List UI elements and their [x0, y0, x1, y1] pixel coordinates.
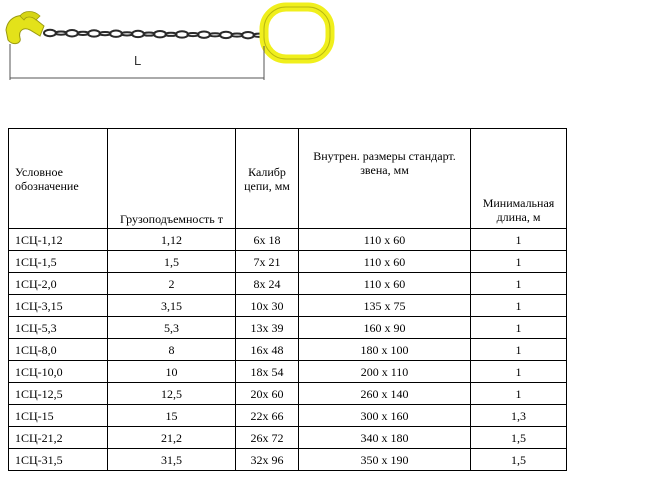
- chain-link: [242, 32, 254, 38]
- min-length-cell: 1: [471, 339, 567, 361]
- chain-sling-diagram: [0, 0, 360, 90]
- caliber-cell: 18х 54: [236, 361, 299, 383]
- chain-link: [88, 30, 100, 36]
- min-length-cell: 1: [471, 229, 567, 251]
- designation-cell: 1СЦ-10,0: [9, 361, 108, 383]
- capacity-cell: 1,5: [108, 251, 236, 273]
- link-dimensions-cell: 340 х 180: [299, 427, 471, 449]
- table-row: [9, 273, 567, 295]
- min-length-cell: 1: [471, 383, 567, 405]
- chain-links: [44, 30, 265, 39]
- link-dimensions-cell: 160 х 90: [299, 317, 471, 339]
- min-length-cell: 1: [471, 295, 567, 317]
- chain-link: [56, 32, 67, 35]
- header-link-dimensions: Внутрен. размеры стандарт. звена, мм: [299, 129, 471, 229]
- chain-link: [132, 31, 144, 37]
- chain-link: [122, 32, 133, 35]
- chain-link: [176, 31, 188, 37]
- designation-cell: 1СЦ-12,5: [9, 383, 108, 405]
- header-designation: Условное обозначение: [9, 129, 108, 229]
- min-length-cell: 1: [471, 361, 567, 383]
- chain-link: [210, 33, 221, 36]
- min-length-cell: 1: [471, 251, 567, 273]
- chain-link: [144, 32, 155, 35]
- length-label: L: [134, 53, 142, 68]
- chain-link: [154, 31, 166, 37]
- header-chain-caliber: Калибр цепи, мм: [236, 129, 299, 229]
- link-dimensions-cell: 110 х 60: [299, 229, 471, 251]
- min-length-cell: 1: [471, 317, 567, 339]
- min-length-cell: 1,3: [471, 405, 567, 427]
- header-capacity: Грузоподъемность т: [108, 129, 236, 229]
- capacity-cell: 8: [108, 339, 236, 361]
- link-dimensions-cell: 260 х 140: [299, 383, 471, 405]
- caliber-cell: 16х 48: [236, 339, 299, 361]
- min-length-cell: 1: [471, 273, 567, 295]
- link-dimensions-cell: 110 х 60: [299, 251, 471, 273]
- caliber-cell: 26х 72: [236, 427, 299, 449]
- caliber-cell: 7х 21: [236, 251, 299, 273]
- chain-link: [188, 33, 199, 36]
- designation-cell: 1СЦ-15: [9, 405, 108, 427]
- table-row: [9, 295, 567, 317]
- caliber-cell: 13х 39: [236, 317, 299, 339]
- capacity-cell: 1,12: [108, 229, 236, 251]
- table-row: [9, 339, 567, 361]
- chain-link: [44, 30, 56, 36]
- capacity-cell: 31,5: [108, 449, 236, 471]
- designation-cell: 1СЦ-8,0: [9, 339, 108, 361]
- chain-link: [198, 31, 210, 37]
- capacity-cell: 12,5: [108, 383, 236, 405]
- chain-link: [110, 31, 122, 37]
- link-dimensions-cell: 180 х 100: [299, 339, 471, 361]
- link-dimensions-cell: 110 х 60: [299, 273, 471, 295]
- chain-link: [220, 32, 232, 38]
- length-dimension: [10, 44, 264, 80]
- caliber-cell: 10х 30: [236, 295, 299, 317]
- table-row: [9, 361, 567, 383]
- min-length-cell: 1,5: [471, 427, 567, 449]
- capacity-cell: 5,3: [108, 317, 236, 339]
- table-row: [9, 251, 567, 273]
- link-dimensions-cell: 350 х 190: [299, 449, 471, 471]
- specification-table: [8, 128, 567, 471]
- chain-link: [166, 33, 177, 36]
- capacity-cell: 21,2: [108, 427, 236, 449]
- header-min-length: Минимальная длина, м: [471, 129, 567, 229]
- chain-link: [100, 32, 111, 35]
- caliber-cell: 22х 66: [236, 405, 299, 427]
- designation-cell: 1СЦ-31,5: [9, 449, 108, 471]
- link-dimensions-cell: 200 х 110: [299, 361, 471, 383]
- chain-link: [78, 32, 89, 35]
- caliber-cell: 6х 18: [236, 229, 299, 251]
- designation-cell: 1СЦ-1,5: [9, 251, 108, 273]
- capacity-cell: 2: [108, 273, 236, 295]
- designation-cell: 1СЦ-1,12: [9, 229, 108, 251]
- table-row: [9, 405, 567, 427]
- capacity-cell: 3,15: [108, 295, 236, 317]
- designation-cell: 1СЦ-3,15: [9, 295, 108, 317]
- capacity-cell: 15: [108, 405, 236, 427]
- caliber-cell: 32х 96: [236, 449, 299, 471]
- link-dimensions-cell: 135 х 75: [299, 295, 471, 317]
- designation-cell: 1СЦ-2,0: [9, 273, 108, 295]
- table-row: [9, 317, 567, 339]
- caliber-cell: 20х 60: [236, 383, 299, 405]
- table-header-row: [9, 129, 567, 229]
- link-dimensions-cell: 300 х 160: [299, 405, 471, 427]
- master-ring-icon: [264, 7, 330, 59]
- capacity-cell: 10: [108, 361, 236, 383]
- table-row: [9, 229, 567, 251]
- chain-link: [232, 33, 243, 36]
- table-row: [9, 449, 567, 471]
- table-row: [9, 383, 567, 405]
- min-length-cell: 1,5: [471, 449, 567, 471]
- designation-cell: 1СЦ-5,3: [9, 317, 108, 339]
- caliber-cell: 8х 24: [236, 273, 299, 295]
- designation-cell: 1СЦ-21,2: [9, 427, 108, 449]
- chain-link: [66, 30, 78, 36]
- hook-icon: [6, 12, 44, 44]
- table-row: [9, 427, 567, 449]
